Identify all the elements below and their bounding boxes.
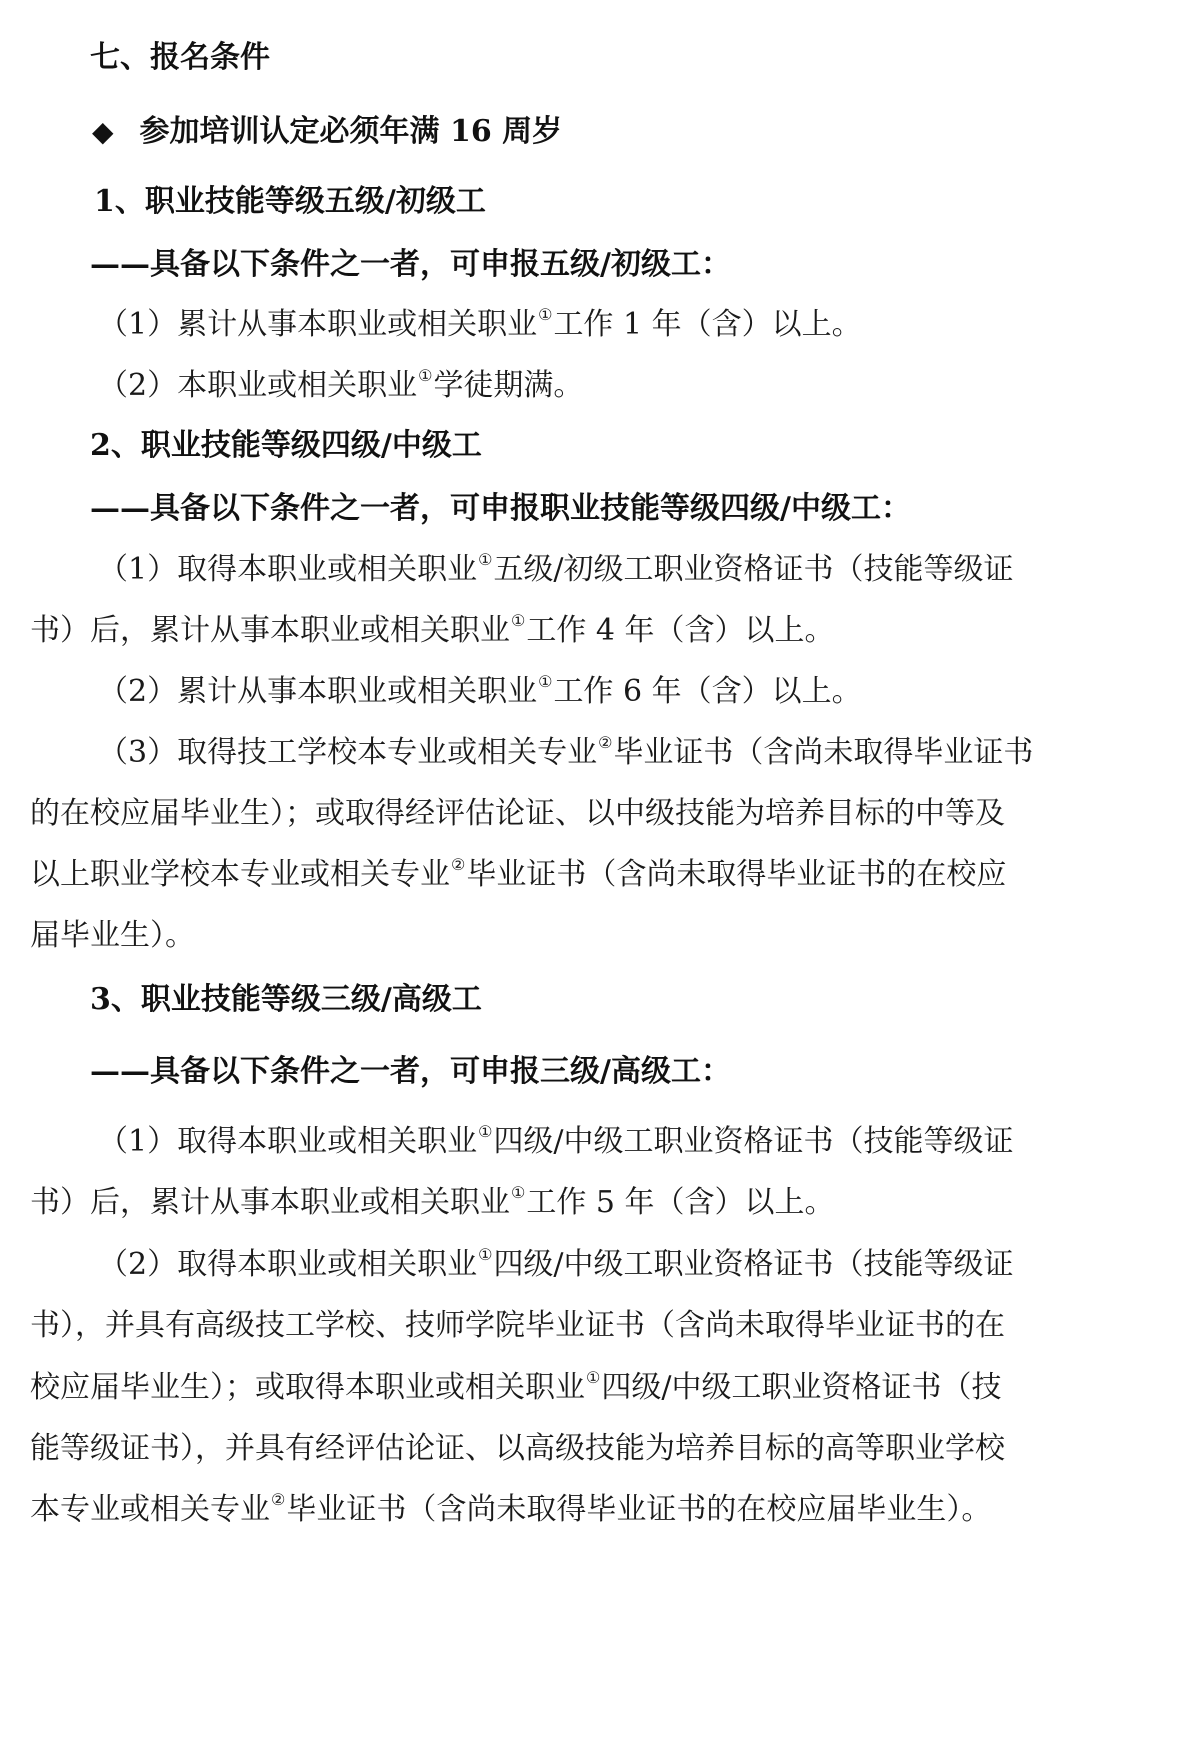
level4-item-3-text-c: 的在校应届毕业生）；或取得经评估论证、以中级技能为培养目标的中等及 — [30, 796, 1005, 831]
level3-item-2-text-b: 四级/中级工职业资格证书（技能等级证 — [493, 1247, 1014, 1282]
level4-intro-text: ——具备以下条件之一者，可申报职业技能等级四级/中级工： — [90, 491, 911, 526]
level4-item-3-line-1 — [98, 733, 1200, 777]
level4-item-1-text-b: 五级/初级工职业资格证书（技能等级证 — [493, 552, 1014, 587]
level4-item-1-text-d: 工作 4 年（含）以上。 — [526, 613, 835, 648]
level4-title — [90, 426, 1200, 466]
level4-item-3-line-2 — [30, 794, 1200, 834]
level3-item-1-text-c: 书）后，累计从事本职业或相关职业 — [30, 1185, 510, 1220]
level3-item-2-text-d: 校应届毕业生）；或取得本职业或相关职业 — [30, 1370, 585, 1405]
age-requirement — [92, 112, 1200, 152]
level3-intro-text: ——具备以下条件之一者，可申报三级/高级工： — [90, 1054, 731, 1089]
footnote-marker-1: ① — [418, 366, 433, 385]
level5-title-text: 1、职业技能等级五级/初级工 — [94, 184, 486, 219]
footnote-marker-2: ② — [451, 855, 466, 874]
level4-item-2 — [98, 672, 1200, 716]
level4-item-3-text-f: 届毕业生）。 — [30, 918, 195, 953]
footnote-marker-1: ① — [586, 1368, 601, 1387]
footnote-marker-1: ① — [478, 1245, 493, 1264]
level3-item-2-text-a: （2）取得本职业或相关职业 — [98, 1247, 478, 1282]
level3-item-2-line-3 — [30, 1368, 1200, 1412]
level3-item-2-text-f: 能等级证书），并具有经评估论证、以高级技能为培养目标的高等职业学校 — [30, 1431, 1005, 1466]
footnote-marker-1: ① — [538, 305, 553, 324]
level3-item-1-text-b: 四级/中级工职业资格证书（技能等级证 — [493, 1124, 1014, 1159]
level3-item-2-text-e: 四级/中级工职业资格证书（技 — [601, 1370, 1002, 1405]
level4-item-3-text-a: （3）取得技工学校本专业或相关专业 — [98, 735, 598, 770]
level4-intro — [90, 489, 1200, 529]
level5-title — [94, 182, 1200, 222]
diamond-bullet-icon: ◆ — [92, 115, 114, 148]
level3-title — [90, 980, 1200, 1020]
level4-item-3-text-e: 毕业证书（含尚未取得毕业证书的在校应 — [466, 857, 1007, 892]
level4-title-text: 2、职业技能等级四级/中级工 — [90, 428, 482, 463]
age-requirement-text: 参加培训认定必须年满 16 周岁 — [139, 114, 563, 149]
level4-item-3-line-4 — [30, 916, 1200, 956]
level4-item-1-line-1 — [98, 550, 1200, 594]
footnote-marker-1: ① — [538, 672, 553, 691]
level5-item-2-text-b: 学徒期满。 — [433, 368, 584, 403]
footnote-marker-1: ① — [511, 611, 526, 630]
level4-item-3-line-3 — [30, 855, 1200, 899]
level5-intro — [90, 245, 1200, 285]
level4-item-1-line-2 — [30, 611, 1200, 655]
level3-item-2-line-1 — [98, 1245, 1200, 1289]
level3-item-1-text-d: 工作 5 年（含）以上。 — [526, 1185, 835, 1220]
footnote-marker-1: ① — [511, 1183, 526, 1202]
footnote-marker-1: ① — [478, 1122, 493, 1141]
level5-intro-text: ——具备以下条件之一者，可申报五级/初级工： — [90, 247, 731, 282]
level3-item-2-text-h: 毕业证书（含尚未取得毕业证书的在校应届毕业生）。 — [286, 1492, 992, 1527]
footnote-marker-2: ② — [598, 733, 613, 752]
level5-item-2-text-a: （2）本职业或相关职业 — [98, 368, 418, 403]
section-heading — [90, 38, 1200, 78]
level5-item-1-text-b: 工作 1 年（含）以上。 — [553, 307, 862, 342]
level4-item-2-text-a: （2）累计从事本职业或相关职业 — [98, 674, 538, 709]
level3-item-2-text-c: 书），并具有高级技工学校、技师学院毕业证书（含尚未取得毕业证书的在 — [30, 1308, 1005, 1343]
level3-item-1-line-1 — [98, 1122, 1200, 1166]
level3-item-2-line-5 — [30, 1490, 1200, 1534]
level4-item-3-text-b: 毕业证书（含尚未取得毕业证书 — [613, 735, 1034, 770]
level3-intro — [90, 1052, 1200, 1092]
level4-item-1-text-c: 书）后，累计从事本职业或相关职业 — [30, 613, 510, 648]
level3-item-1-line-2 — [30, 1183, 1200, 1227]
section-heading-text: 七、报名条件 — [90, 40, 270, 75]
level4-item-1-text-a: （1）取得本职业或相关职业 — [98, 552, 478, 587]
footnote-marker-1: ① — [478, 550, 493, 569]
level3-item-1-text-a: （1）取得本职业或相关职业 — [98, 1124, 478, 1159]
level3-item-2-line-4 — [30, 1429, 1200, 1469]
footnote-marker-2: ② — [271, 1490, 286, 1509]
level3-item-2-line-2 — [30, 1306, 1200, 1346]
level4-item-3-text-d: 以上职业学校本专业或相关专业 — [30, 857, 450, 892]
level4-item-2-text-b: 工作 6 年（含）以上。 — [553, 674, 862, 709]
level3-title-text: 3、职业技能等级三级/高级工 — [90, 982, 482, 1017]
level3-item-2-text-g: 本专业或相关专业 — [30, 1492, 270, 1527]
level5-item-1 — [98, 305, 1200, 349]
level5-item-2 — [98, 366, 1200, 410]
level5-item-1-text-a: （1）累计从事本职业或相关职业 — [98, 307, 538, 342]
